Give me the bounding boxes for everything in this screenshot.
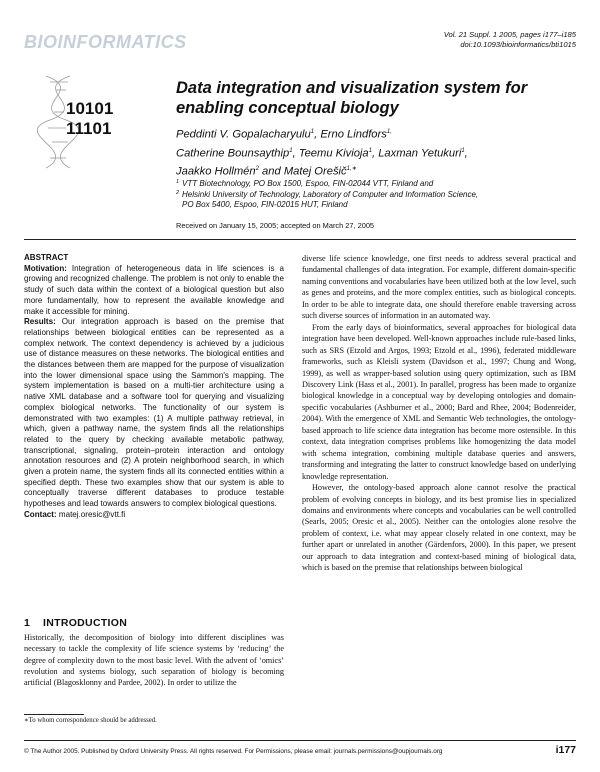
body-paragraph-3: However, the ontology-based approach alone cannot resolve the practical problem of evolving concepts in biology, and its best promise lies in specialized domains and environments where concepts and vocabularies can be well controlled (Searls, 2005; Oresic et al., 2005). Neither can the ontologies alone resolve the problem of context, i.e. what may appear closely related in one context, may be further apart or unrelated in another (Gärdenfors, 2000). In this paper, we present our approach to data integration and context-based mining of biological data, which is based on the premise that relationships between biological <box>302 483 576 573</box>
author-name: Teemu Kivioja <box>298 147 369 160</box>
author-sup: 1, <box>386 129 392 135</box>
page-number: i177 <box>555 744 576 756</box>
intro-column-1 <box>24 632 284 688</box>
affiliations <box>176 179 576 211</box>
body-paragraph-1: diverse life science knowledge, one first needs to address several practical and fundamental challenges of data integration. For example, different domain-specific naming conventions and vocabularies have been utilized both at the low level, such as genes and proteins, and the more complex entities, such as biological concepts. In order to be able to integrate data, one should therefore enable traversing across such diverse sources of information in an automated way. <box>302 254 576 321</box>
author-name: Catherine Bounsaythip <box>176 147 290 160</box>
author-name: Matej Orešič <box>283 166 347 179</box>
abstract-motivation: Motivation: Integration of heterogeneous data in life sciences is a growing and recognized challenge. The problem is not only to enable the study of such data within the context of a biological question but also more fundamentally, how to represent the available knowledge and make it accessible for mining. <box>24 263 284 316</box>
header-divider <box>24 239 576 240</box>
author-sup: 1,∗ <box>346 166 357 173</box>
logo-binary-row2: 11101 <box>66 119 112 138</box>
title-line-1: Data integration and visualization system for <box>176 79 528 97</box>
logo-binary-row1: 10101 <box>66 99 114 118</box>
copyright-notice: © The Author 2005. Published by Oxford University Press. All rights reserved. For Permissions, please email: journals.permissions@oupjournals.org <box>24 748 443 755</box>
paper-title <box>176 78 576 118</box>
author-sup: 1 <box>461 147 465 154</box>
author-sup: 1 <box>368 147 372 154</box>
abstract <box>24 253 284 521</box>
author-name: Jaakko Hollmén <box>176 166 256 179</box>
body-paragraph-2: From the early days of bioinformatics, several approaches for biological data integration have been developed. Well-known approaches include rule-based links, such as SRS (Etzold and Argos, 1993; Etzold et al., 1996), federated middleware frameworks, such as Kleisli system (Davidson et al., 1997; Chung and Wong, 1999), as well as wrapper-based solution using query optimization, such as IBM Discovery Link (Hass et al., 2001). In parallel, progress has been made to organize biological knowledge in a conceptual way by developing ontologies and domain-specific vocabularies (Ashburner et al., 2000; Bard and Rhee, 2004; Bodenreider, 2004). With the emergence of XML and Semantic Web technologies, the ontology-based approach to life science data integration has become more ostensible. In this context, data integration comprises problems like homogenizing the data model with schema integration, combining multiple database queries and answers, transforming and integrating the latter to construct knowledge based on underlying knowledge representation. <box>302 322 576 481</box>
author-name: Erno Lindfors <box>320 128 387 141</box>
author-sup: 1 <box>289 147 293 154</box>
contact-email[interactable]: matej.oresic@vtt.fi <box>58 509 126 519</box>
author-sup: 1 <box>310 129 315 135</box>
author-sup: 2 <box>255 166 259 173</box>
section-heading-introduction: 1 INTRODUCTION <box>24 617 128 629</box>
author-name: Peddinti V. Gopalacharyulu <box>176 128 311 141</box>
citation-block <box>444 30 576 50</box>
footnote-divider <box>24 714 84 715</box>
footer-divider <box>24 740 576 741</box>
journal-name: BIOINFORMATICS <box>24 32 187 52</box>
footnote: ∗To whom correspondence should be addressed. <box>24 717 157 724</box>
volume-line: Vol. 21 Suppl. 1 2005, pages i177–i185 <box>443 30 576 39</box>
author-name: Laxman Yetukuri <box>378 147 462 160</box>
affiliation-1: 1 VTT Biotechnology, PO Box 1500, Espoo, FIN-02044 VTT, Finland and <box>176 179 434 188</box>
abstract-results: Results: Our integration approach is based on the premise that relationships between biological entities can be represented as a complex network. The context dependency is achieved by a judicious use of distance measures on these networks. The biological entities and the distances between them are mapped for the purpose of visualization into the lower dimensional space using the Sammon's mapping. The system implementation is based on a multi-tier architecture using a native XML database and a software tool for querying and visualizing complex biological networks. The functionality of our system is demonstrated with two examples: (1) A multiple pathway retrieval, in which, given a pathway name, the system finds all the relationships related to the query by checking available metabolic pathway, transcriptional, signaling, protein–protein interaction and ontology annotation resources and (2) A protein neighborhood search, in which given a protein name, the system finds all its connected entities within a specified depth. These two examples show that our system is able to conceptually traverse different databases to produce testable hypotheses and lead towards answers to complex biological questions. <box>24 317 284 509</box>
intro-paragraph: Historically, the decomposition of biology into different disciplines was necessary to tackle the complexity of life science systems by ‘reducing’ the degree of complexity down to the most basic level. With the advent of ‘omics’ revolution and systems biology, such separation of biology is becoming artificial (Blagosklonny and Pardee, 2002). In order to utilize the <box>24 633 284 688</box>
body-column-2 <box>302 253 576 574</box>
abstract-contact: Contact: matej.oresic@vtt.fi <box>24 509 126 519</box>
received-dates: Received on January 15, 2005; accepted on March 27, 2005 <box>176 221 375 230</box>
title-line-2: enabling conceptual biology <box>176 99 399 117</box>
doi: doi:10.1093/bioinformatics/bti1015 <box>460 40 576 49</box>
dna-binary-logo-icon <box>26 72 148 172</box>
abstract-heading: ABSTRACT <box>24 253 69 262</box>
affiliation-2: 2 Helsinki University of Technology, Laboratory of Computer and Information Science, PO Box 5400, Espoo, FIN-02015 HUT, Finland <box>176 189 479 209</box>
author-list: Peddinti V. Gopalacharyulu$^1$, Erno Lindfors$^{1,}$ Catherine Bounsaythip$^1$, Teemu Kivioja$^1$, Laxman Yetukuri$^1$, Jaakko Hollmén$^2$ and Matej Orešič$^{1,∗}$ <box>176 128 468 179</box>
